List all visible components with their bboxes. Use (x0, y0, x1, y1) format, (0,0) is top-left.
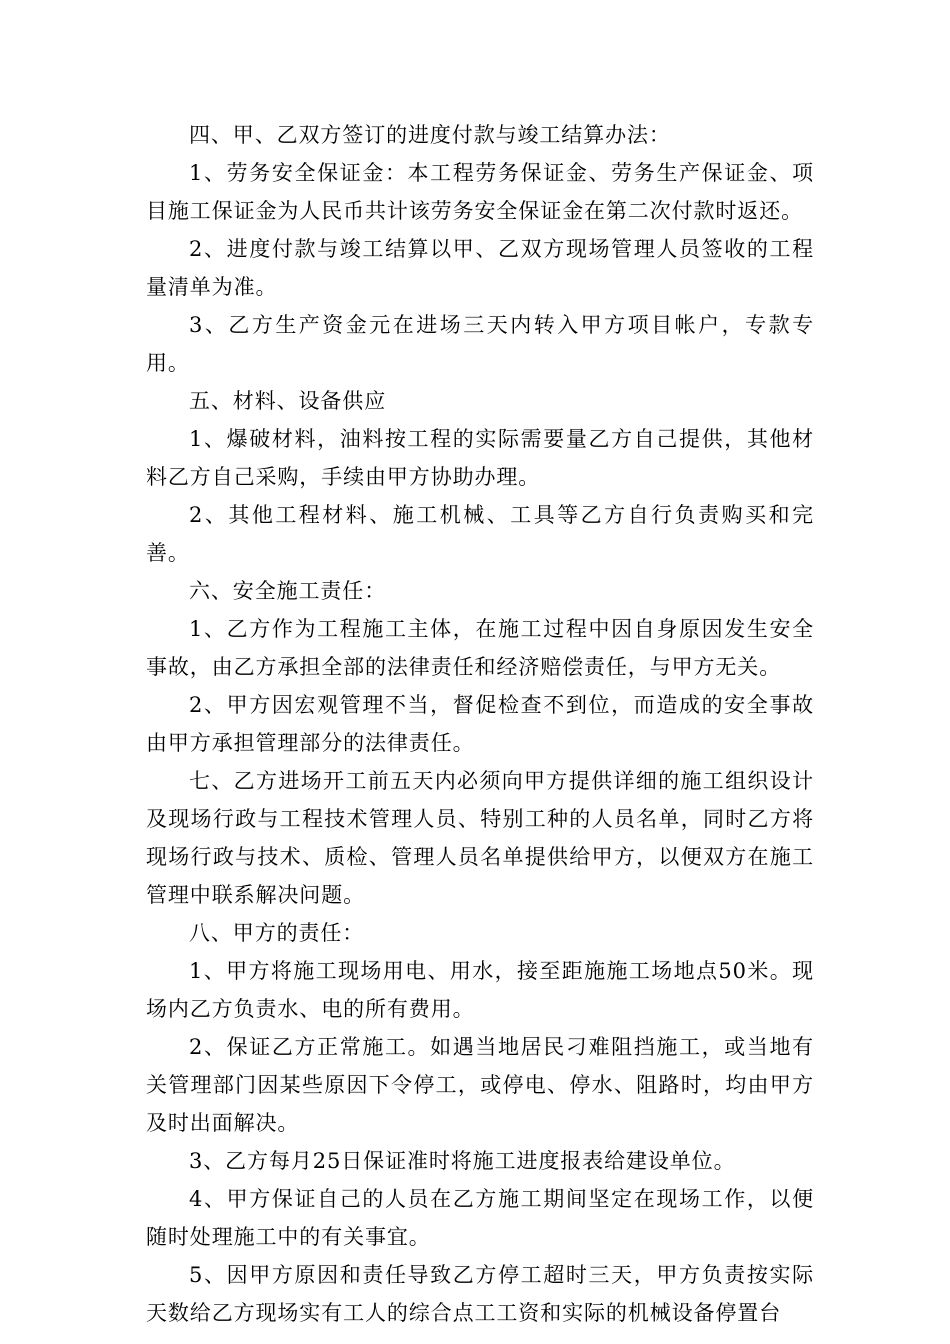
section-heading-4: 四、甲、乙双方签订的进度付款与竣工结算办法： (189, 123, 671, 147)
section-7: 七、乙方进场开工前五天内必须向甲方提供详细的施工组织设计及现场行政与工程技术管理人员、特别工种的人员名单，同时乙方将现场行政与技术、质检、管理人员名单提供给甲方，以便双方在施工管理中联系解决问题。 (146, 769, 814, 907)
paragraph-6-1: 1、乙方作为工程施工主体，在施工过程中因自身原因发生安全事故，由乙方承担全部的法律责任和经济赔偿责任，与甲方无关。 (146, 617, 814, 679)
section-heading-8: 八、甲方的责任： (189, 921, 365, 945)
paragraph-5-1: 1、爆破材料，油料按工程的实际需要量乙方自己提供，其他材料乙方自己采购，手续由甲方协助办理。 (146, 427, 814, 489)
paragraph-8-2: 2、保证乙方正常施工。如遇当地居民刁难阻挡施工，或当地有关管理部门因某些原因下令停工，或停电、停水、阻路时，均由甲方及时出面解决。 (146, 1035, 814, 1135)
paragraph-4-1: 1、劳务安全保证金：本工程劳务保证金、劳务生产保证金、项目施工保证金为人民币共计该劳务安全保证金在第二次付款时返还。 (146, 161, 814, 223)
paragraph-4-2: 2、进度付款与竣工结算以甲、乙双方现场管理人员签收的工程量清单为准。 (146, 237, 814, 299)
section-heading-6: 六、安全施工责任： (189, 579, 387, 603)
paragraph-8-1: 1、甲方将施工现场用电、用水，接至距施施工场地点50米。现场内乙方负责水、电的所有费用。 (146, 959, 814, 1021)
paragraph-4-3: 3、乙方生产资金元在进场三天内转入甲方项目帐户，专款专用。 (146, 313, 814, 375)
section-heading-5: 五、材料、设备供应 (189, 389, 387, 413)
paragraph-8-3: 3、乙方每月25日保证准时将施工进度报表给建设单位。 (189, 1149, 736, 1173)
document-body (146, 116, 814, 1332)
paragraph-5-2: 2、其他工程材料、施工机械、工具等乙方自行负责购买和完善。 (146, 503, 814, 565)
paragraph-8-4: 4、甲方保证自己的人员在乙方施工期间坚定在现场工作，以便随时处理施工中的有关事宜。 (146, 1187, 814, 1249)
paragraph-8-5: 5、因甲方原因和责任导致乙方停工超时三天，甲方负责按实际天数给乙方现场实有工人的综合点工工资和实际的机械设备停置台 (146, 1263, 814, 1325)
paragraph-6-2: 2、甲方因宏观管理不当，督促检查不到位，而造成的安全事故由甲方承担管理部分的法律责任。 (146, 693, 814, 755)
